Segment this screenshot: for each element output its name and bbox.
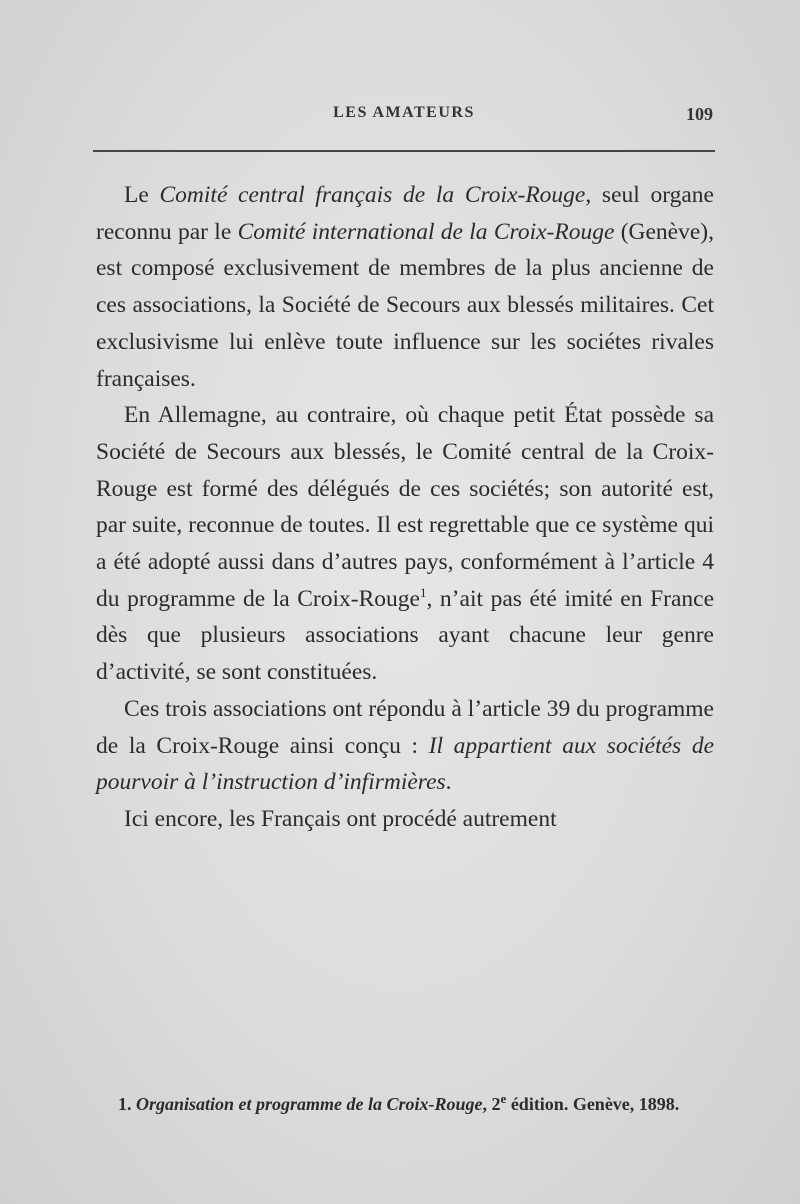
paragraph-2: En Allemagne, au contraire, où chaque petit État possède sa Société de Secours aux blessés, le Comité central de la Croix-Rouge est formé des délégués de ces sociétés; son autorité est, par suite, reconnue de toutes. Il est regrettable que ce système qui a été adopté aussi dans d’autres pays, conformément à l’article 4 du programme de la Croix-Rouge$^1$, n’ait pas été imité en France dès que plusieurs associations ayant chacune leur genre d’activité, se sont constituées. [96, 402, 715, 686]
footnote-title: Organisation et programme de la Croix-Rouge [136, 1094, 483, 1114]
running-title: LES AMATEURS [333, 104, 475, 121]
italic-title-comite-central: Comité central français de la Croix-Rouge [159, 182, 586, 208]
italic-title-comite-international: Comité international de la Croix-Rouge [237, 218, 615, 245]
paragraph-4: Ici encore, les Français ont procédé autrement [124, 805, 557, 832]
header-rule [93, 150, 715, 152]
paragraph-3: Ces trois associations ont répondu à l’article 39 du programme de la Croix-Rouge ainsi conçu : Il appartient aux sociétés de pourvoir à l’instruction d’infirmières. [96, 695, 714, 796]
body-text [96, 177, 714, 838]
page-header [95, 104, 713, 130]
page-number: 109 [686, 104, 713, 124]
footnote-reference: 1 [419, 584, 427, 600]
footnote: 1. Organisation et programme de la Croix-Rouge, 2e édition. Genève, 1898. [118, 1091, 680, 1114]
paragraph-1: Le Comité central français de la Croix-Rouge, seul organe reconnu par le Comité international de la Croix-Rouge (Genève), est composé exclusivement de membres de la plus ancienne de ces associations, la Société de Secours aux blessés militaires. Cet exclusivisme lui enlève toute influence sur les sociétes rivales françaises. [96, 182, 714, 392]
italic-quotation: Il appartient aux sociétés de pourvoir à l’instruction d’infirmières [96, 732, 714, 796]
footnote-number: 1. [118, 1094, 132, 1114]
